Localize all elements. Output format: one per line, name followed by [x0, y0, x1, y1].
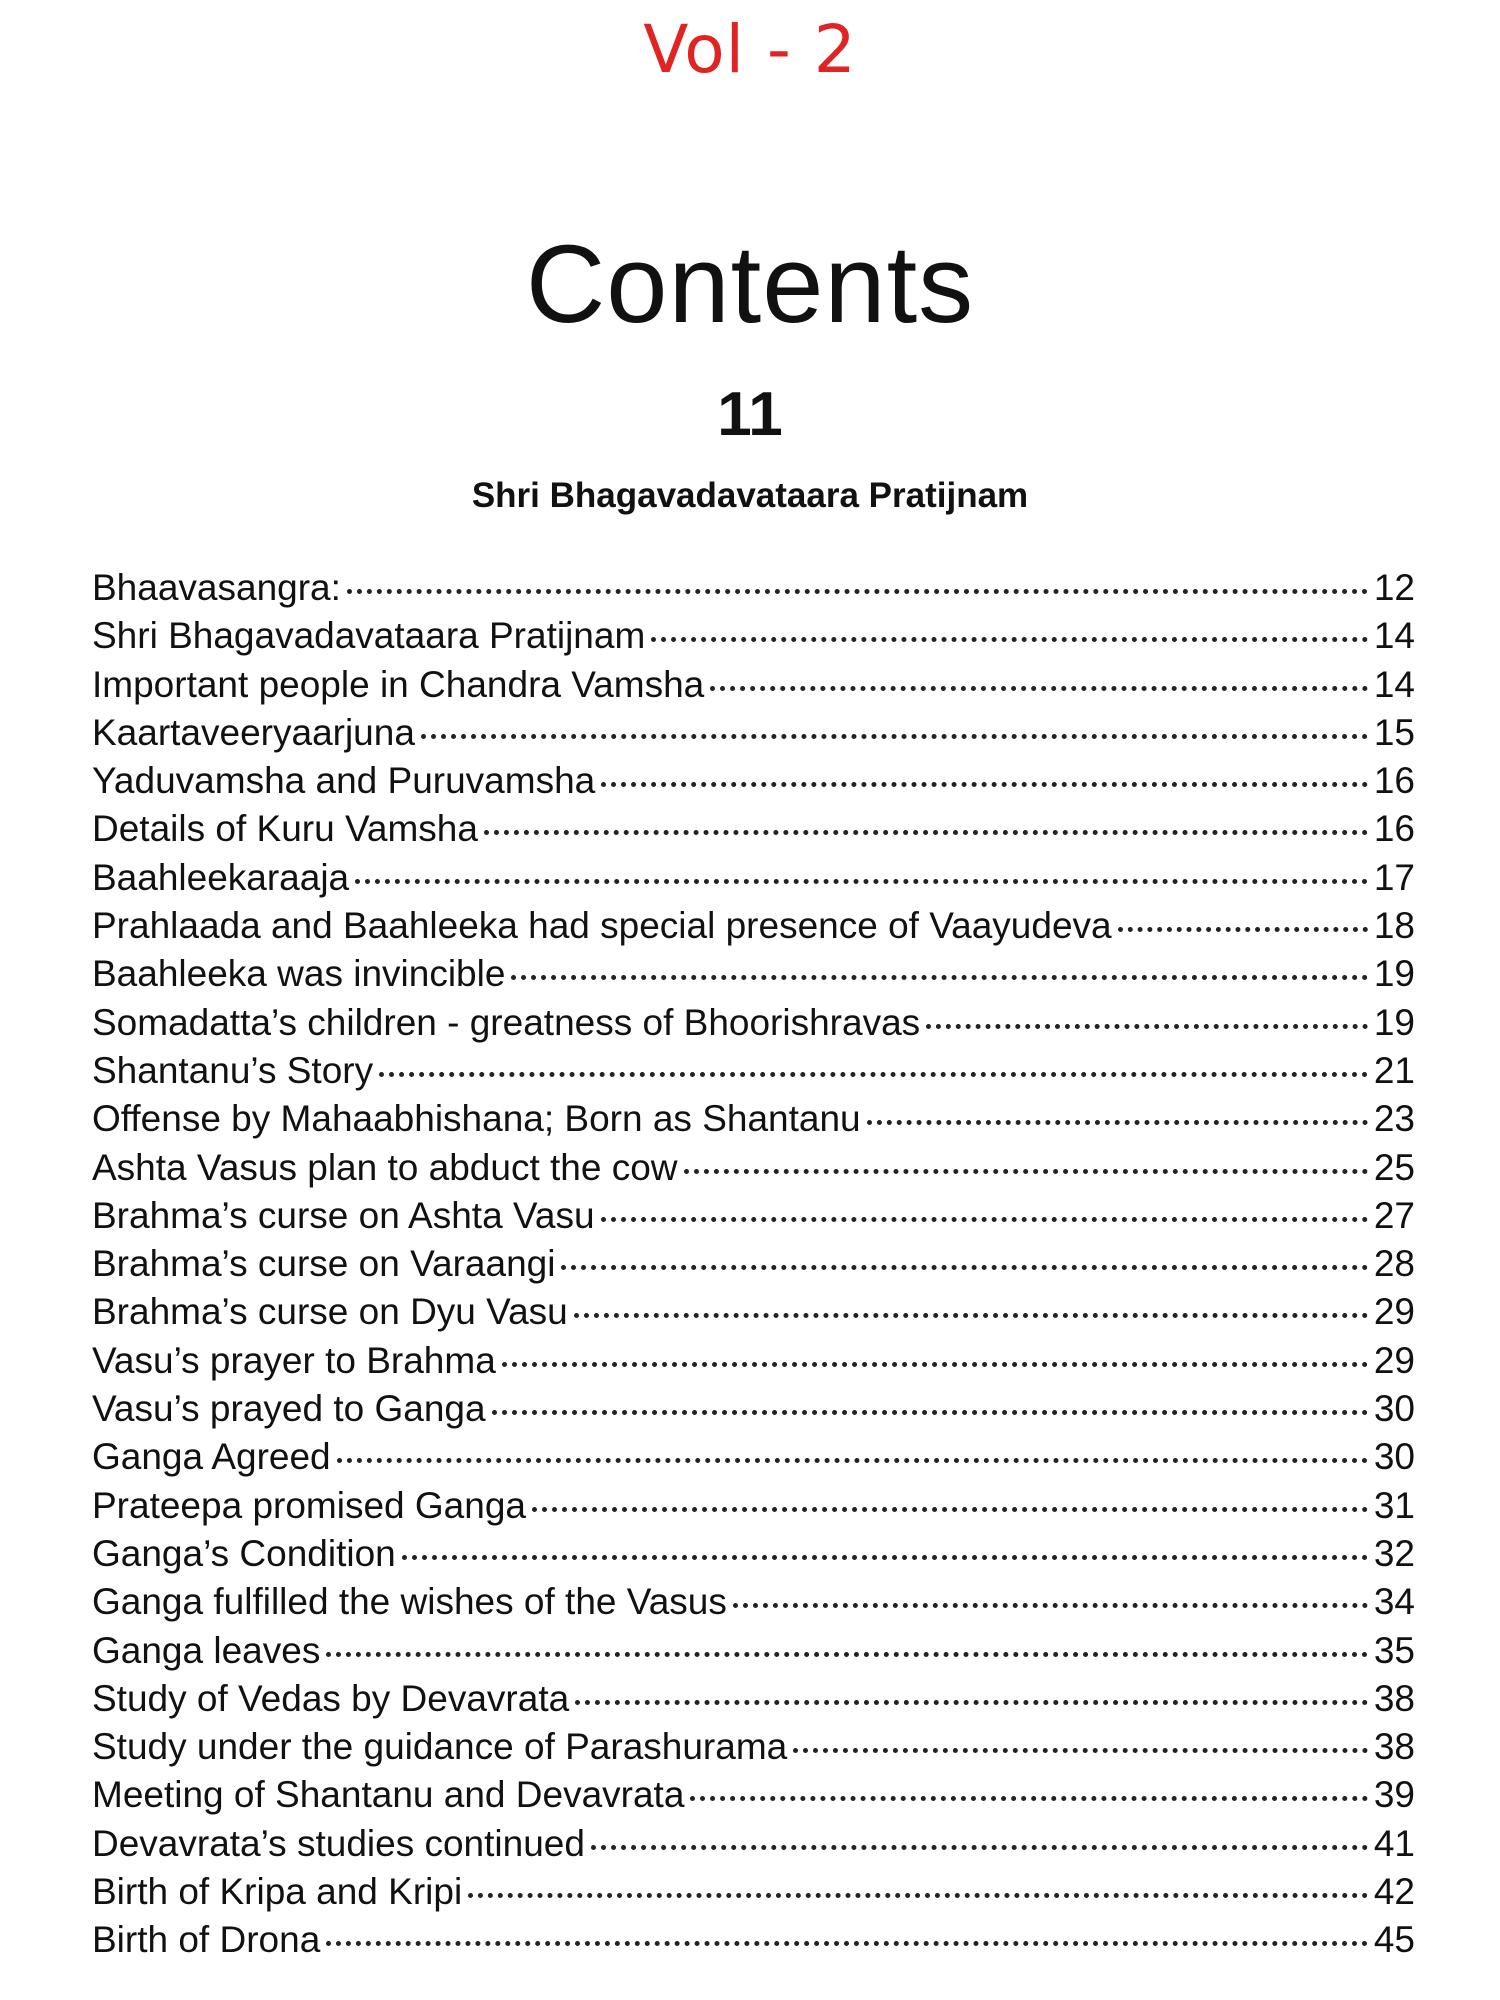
- toc-entry[interactable]: [92, 564, 1415, 612]
- toc-entry-title: Vasu’s prayer to Brahma: [92, 1339, 496, 1381]
- toc-entry[interactable]: [92, 1916, 1415, 1964]
- toc-entry[interactable]: [92, 757, 1415, 805]
- toc-entry-title: Ashta Vasus plan to abduct the cow: [92, 1146, 678, 1188]
- dot-leader: [355, 879, 1368, 884]
- toc-entry-title: Yaduvamsha and Puruvamsha: [92, 760, 596, 802]
- page-title: Contents: [525, 223, 975, 346]
- dot-leader: [575, 1700, 1368, 1705]
- toc-entry[interactable]: [92, 709, 1415, 757]
- toc-entry-title: Ganga fulfilled the wishes of the Vasus: [92, 1581, 727, 1623]
- dot-leader: [867, 1120, 1368, 1125]
- toc-entry-title: Brahma’s curse on Ashta Vasu: [92, 1194, 595, 1236]
- dot-leader: [511, 975, 1367, 980]
- toc-entry-page: 15: [1373, 711, 1415, 753]
- toc-entry-page: 21: [1373, 1049, 1415, 1091]
- toc-entry-title: Devavrata’s studies continued: [92, 1822, 585, 1864]
- toc-entry[interactable]: [92, 612, 1415, 660]
- dot-leader: [468, 1893, 1368, 1898]
- toc-entry-title: Study under the guidance of Parashurama: [92, 1726, 788, 1768]
- dot-leader: [684, 1169, 1368, 1174]
- toc-entry-title: Bhaavasangra:: [92, 567, 341, 608]
- toc-entry-page: 23: [1373, 1098, 1415, 1140]
- dot-leader: [561, 1265, 1367, 1270]
- dot-leader: [502, 1362, 1368, 1367]
- toc-entry-page: 17: [1373, 856, 1415, 898]
- toc-entry-page: 14: [1373, 663, 1415, 705]
- toc-entry[interactable]: [92, 1095, 1415, 1143]
- dot-leader: [651, 637, 1368, 642]
- toc-entry[interactable]: [92, 1675, 1415, 1723]
- dot-leader: [926, 1024, 1368, 1029]
- chapter-title: Shri Bhagavadavataara Pratijnam: [471, 476, 1029, 515]
- toc-entry-page: 38: [1373, 1726, 1415, 1768]
- dot-leader: [574, 1313, 1368, 1318]
- toc-entry[interactable]: [92, 999, 1415, 1047]
- toc-entry-page: 19: [1373, 953, 1415, 995]
- toc-entry-page: 39: [1373, 1774, 1415, 1816]
- toc-entry-title: Prahlaada and Baahleeka had special presence of Vaayudeva: [92, 905, 1112, 947]
- toc-entry[interactable]: [92, 805, 1415, 853]
- toc-entry[interactable]: [92, 950, 1415, 998]
- toc-entry[interactable]: [92, 1868, 1415, 1916]
- toc-entry[interactable]: [92, 1723, 1415, 1771]
- toc-entry[interactable]: [92, 1240, 1415, 1288]
- dot-leader: [1118, 927, 1368, 932]
- toc-entry-page: 34: [1373, 1581, 1415, 1623]
- toc-entry-page: 18: [1373, 905, 1415, 947]
- toc-entry-title: Study of Vedas by Devavrata: [92, 1677, 570, 1719]
- toc-entry-page: 42: [1373, 1871, 1415, 1913]
- toc-entry-title: Offense by Mahaabhishana; Born as Shantanu: [92, 1098, 861, 1140]
- toc-entry[interactable]: [92, 661, 1415, 709]
- dot-leader: [710, 686, 1368, 691]
- dot-leader: [326, 1941, 1368, 1946]
- toc-entry[interactable]: [92, 1578, 1415, 1626]
- toc-entry-title: Brahma’s curse on Varaangi: [92, 1243, 556, 1285]
- toc-entry-page: 12: [1373, 567, 1415, 608]
- toc-entry[interactable]: [92, 1530, 1415, 1578]
- dot-leader: [601, 782, 1368, 787]
- chapter-number: 11: [717, 380, 783, 449]
- toc-entry-title: Birth of Drona: [92, 1919, 321, 1961]
- toc-entry[interactable]: [92, 1144, 1415, 1192]
- toc-entry-page: 31: [1373, 1484, 1415, 1526]
- toc-entry-page: 14: [1373, 615, 1415, 657]
- dot-leader: [402, 1555, 1368, 1560]
- toc-entry-title: Important people in Chandra Vamsha: [92, 663, 705, 705]
- toc-entry[interactable]: [92, 1385, 1415, 1433]
- toc-entry-title: Shantanu’s Story: [92, 1049, 374, 1091]
- toc-entry-page: 27: [1373, 1194, 1415, 1236]
- toc-entry[interactable]: [92, 1433, 1415, 1481]
- toc-entry-page: 30: [1373, 1388, 1415, 1430]
- toc-entry-page: 28: [1373, 1243, 1415, 1285]
- toc-entry-page: 29: [1373, 1291, 1415, 1333]
- toc-entry-page: 16: [1373, 808, 1415, 850]
- volume-label: Vol - 2: [643, 11, 857, 88]
- dot-leader: [532, 1507, 1368, 1512]
- toc-entry[interactable]: [92, 902, 1415, 950]
- toc-entry[interactable]: [92, 1482, 1415, 1530]
- dot-leader: [492, 1410, 1368, 1415]
- toc-entry-title: Brahma’s curse on Dyu Vasu: [92, 1291, 568, 1333]
- toc-entry-title: Ganga leaves: [92, 1629, 321, 1671]
- toc-entry-title: Birth of Kripa and Kripi: [92, 1871, 463, 1913]
- toc-entry-title: Ganga’s Condition: [92, 1532, 396, 1574]
- toc-entry[interactable]: [92, 1771, 1415, 1819]
- dot-leader: [793, 1748, 1368, 1753]
- toc-entry-page: 25: [1373, 1146, 1415, 1188]
- dot-leader: [379, 1072, 1368, 1077]
- dot-leader: [591, 1845, 1368, 1850]
- toc-entry-page: 30: [1373, 1436, 1415, 1478]
- dot-leader: [337, 1458, 1368, 1463]
- toc-entry-page: 35: [1373, 1629, 1415, 1671]
- toc-entry-page: 19: [1373, 1001, 1415, 1043]
- toc-entry-title: Details of Kuru Vamsha: [92, 808, 478, 850]
- dot-leader: [484, 830, 1368, 835]
- toc-entry-title: Vasu’s prayed to Ganga: [92, 1388, 486, 1430]
- table-of-contents: [92, 564, 1415, 1965]
- toc-entry[interactable]: [92, 1288, 1415, 1336]
- dot-leader: [601, 1217, 1368, 1222]
- toc-entry-page: 29: [1373, 1339, 1415, 1381]
- toc-entry-title: Meeting of Shantanu and Devavrata: [92, 1774, 685, 1816]
- toc-entry-title: Shri Bhagavadavataara Pratijnam: [92, 615, 646, 657]
- toc-entry-page: 16: [1373, 760, 1415, 802]
- dot-leader: [347, 589, 1368, 594]
- toc-entry-title: Prateepa promised Ganga: [92, 1484, 526, 1526]
- dot-leader: [690, 1796, 1367, 1801]
- toc-entry-page: 32: [1373, 1532, 1415, 1574]
- toc-entry[interactable]: [92, 1820, 1415, 1868]
- toc-entry-title: Ganga Agreed: [92, 1436, 331, 1478]
- toc-entry-title: Baahleekaraaja: [92, 856, 350, 898]
- toc-entry[interactable]: [92, 854, 1415, 902]
- toc-entry[interactable]: [92, 1337, 1415, 1385]
- dot-leader: [421, 734, 1368, 739]
- toc-entry[interactable]: [92, 1047, 1415, 1095]
- toc-entry-page: 41: [1373, 1822, 1415, 1864]
- toc-entry-title: Somadatta’s children - greatness of Bhoorishravas: [92, 1001, 921, 1043]
- dot-leader: [326, 1652, 1368, 1657]
- toc-entry-title: Baahleeka was invincible: [92, 953, 506, 995]
- toc-entry-title: Kaartaveeryaarjuna: [92, 711, 415, 753]
- toc-entry[interactable]: [92, 1192, 1415, 1240]
- toc-entry[interactable]: [92, 1627, 1415, 1675]
- dot-leader: [733, 1603, 1368, 1608]
- toc-entry-page: 38: [1373, 1677, 1415, 1719]
- toc-entry-page: 45: [1373, 1919, 1415, 1961]
